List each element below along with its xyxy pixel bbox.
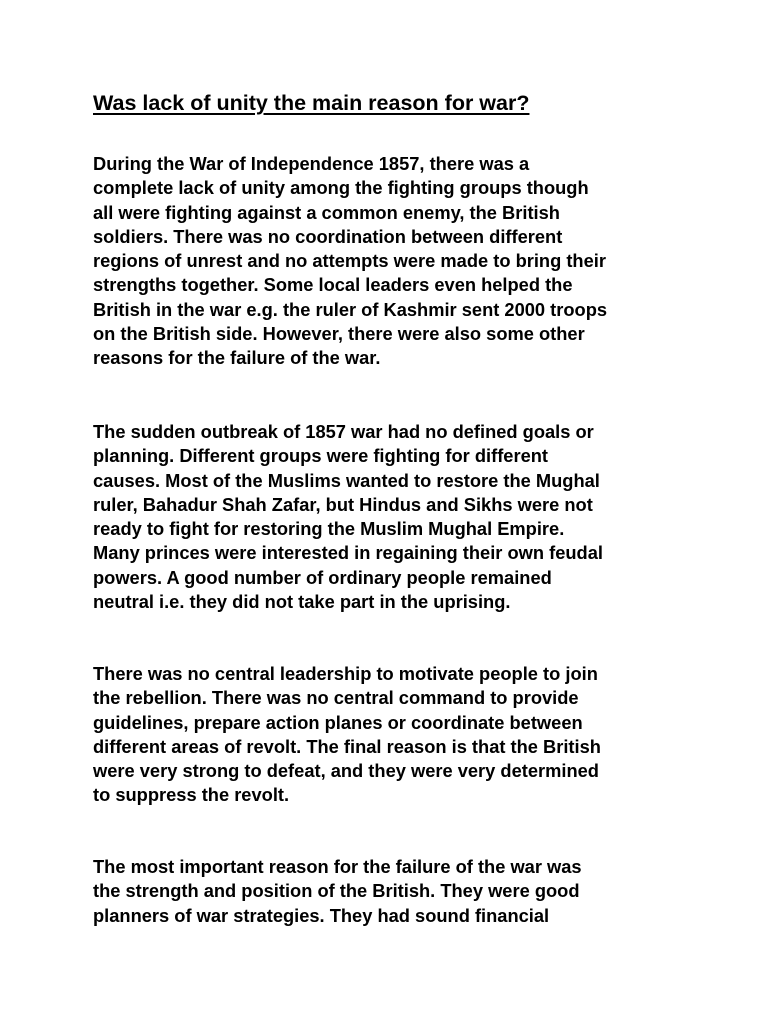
- paragraph-line: different areas of revolt. The final reason is that the British: [93, 735, 601, 757]
- paragraph-line: all were fighting against a common enemy, the British: [93, 201, 560, 223]
- paragraph-line: ready to fight for restoring the Muslim Mughal Empire.: [93, 518, 565, 540]
- document-title: Was lack of unity the main reason for war?: [93, 91, 530, 115]
- paragraph-british-strength: [93, 855, 733, 928]
- paragraph-line: the rebellion. There was no central command to provide: [93, 687, 579, 709]
- paragraph-line: neutral i.e. they did not take part in the uprising.: [93, 591, 511, 613]
- paragraph-line: powers. A good number of ordinary people remained: [93, 566, 552, 588]
- paragraph-line: planning. Different groups were fighting for different: [93, 445, 548, 467]
- paragraph-line: the strength and position of the British. They were good: [93, 880, 580, 902]
- paragraph-line: causes. Most of the Muslims wanted to restore the Mughal: [93, 469, 600, 491]
- paragraph-line: British in the war e.g. the ruler of Kashmir sent 2000 troops: [93, 298, 608, 320]
- paragraph-no-defined-goals: [93, 420, 733, 614]
- paragraph-line: The sudden outbreak of 1857 war had no defined goals or: [93, 421, 594, 442]
- paragraph-line: complete lack of unity among the fighting groups though: [93, 177, 589, 199]
- paragraph-line: ruler, Bahadur Shah Zafar, but Hindus and Sikhs were not: [93, 493, 593, 515]
- paragraph-line: soldiers. There was no coordination between different: [93, 225, 563, 247]
- paragraph-line: There was no central leadership to motivate people to join: [93, 663, 598, 684]
- paragraph-line: The most important reason for the failure of the war was: [93, 856, 582, 877]
- paragraph-no-central-leadership: [93, 662, 733, 808]
- paragraph-line: to suppress the revolt.: [93, 784, 290, 806]
- paragraph-line: were very strong to defeat, and they were very determined: [93, 760, 599, 782]
- paragraph-line: strengths together. Some local leaders even helped the: [93, 274, 573, 296]
- paragraph-line: During the War of Independence 1857, there was a: [93, 153, 530, 174]
- paragraph-line: regions of unrest and no attempts were made to bring their: [93, 250, 606, 272]
- paragraph-lack-of-unity: [93, 152, 733, 371]
- paragraph-line: planners of war strategies. They had sound financial: [93, 904, 550, 926]
- paragraph-line: reasons for the failure of the war.: [93, 347, 381, 369]
- paragraph-line: guidelines, prepare action planes or coordinate between: [93, 711, 583, 733]
- paragraph-line: on the British side. However, there were also some other: [93, 323, 585, 345]
- paragraph-line: Many princes were interested in regaining their own feudal: [93, 542, 603, 564]
